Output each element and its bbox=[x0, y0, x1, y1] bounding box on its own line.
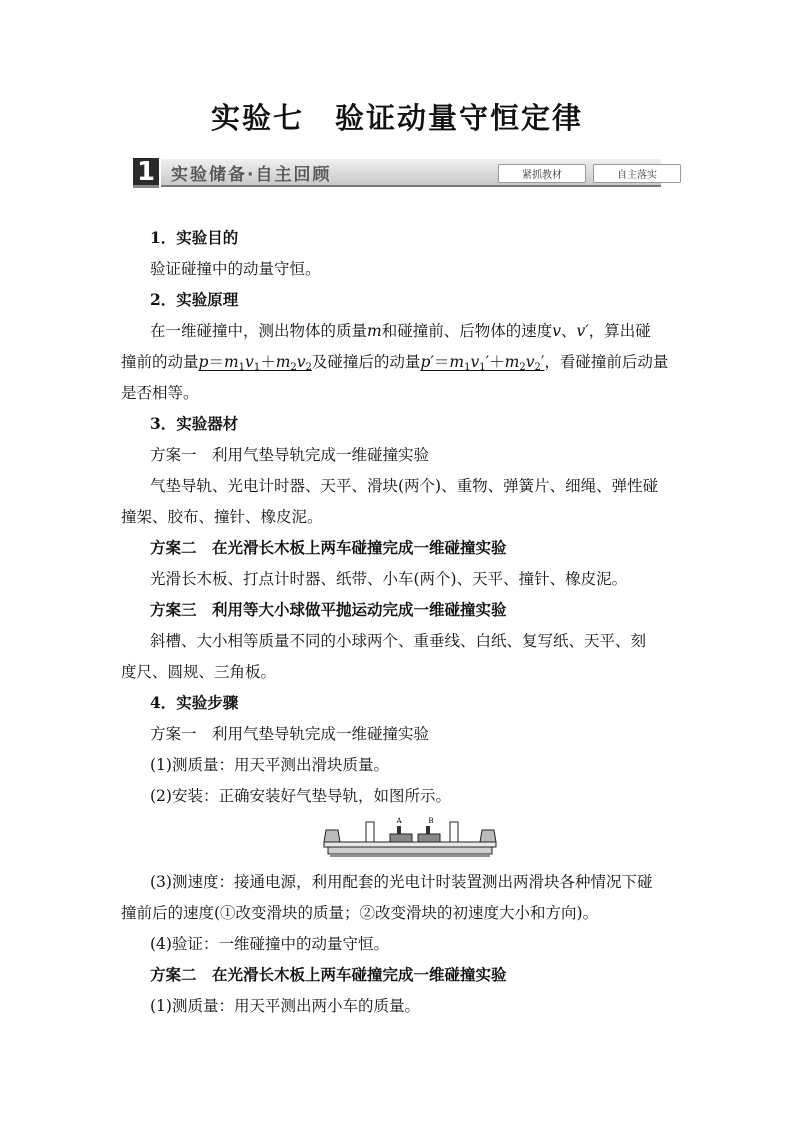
equipment-plan-a-title: 方案一 利用气垫导轨完成一维碰撞实验 bbox=[150, 446, 430, 464]
banner-number: 1 bbox=[133, 158, 159, 188]
label-a: A bbox=[396, 817, 402, 825]
steps-plan-a-title: 方案一 利用气垫导轨完成一维碰撞实验 bbox=[150, 725, 430, 743]
slider-b-flag bbox=[426, 826, 430, 834]
track-base bbox=[328, 847, 492, 854]
equipment-plan-c-line-1: 斜槽、大小相等质量不同的小球两个、重垂线、白纸、复写纸、天平、刻 bbox=[150, 632, 647, 650]
equipment-plan-b-line-1: 光滑长木板、打点计时器、纸带、小车(两个)、天平、撞针、橡皮泥。 bbox=[150, 570, 628, 588]
heading-purpose: 1．实验目的 bbox=[150, 228, 239, 247]
label-b: B bbox=[428, 817, 434, 825]
right-bumper bbox=[480, 830, 496, 842]
slider-a-flag bbox=[397, 826, 401, 834]
equipment-plan-a-line-2: 撞架、胶布、撞针、橡皮泥。 bbox=[121, 508, 323, 526]
steps-plan-b-step-1: (1)测质量：用天平测出两小车的质量。 bbox=[150, 997, 420, 1015]
equipment-plan-b-title: 方案二 在光滑长木板上两车碰撞完成一维碰撞实验 bbox=[150, 538, 507, 557]
momentum-before-formula: $p=m_1v_1+m_2v_2$ bbox=[198, 353, 312, 373]
textbook-button[interactable]: 紧抓教材 bbox=[498, 164, 586, 183]
self-practice-button[interactable]: 自主落实 bbox=[593, 164, 681, 183]
banner-bar bbox=[161, 159, 661, 187]
heading-principle: 2．实验原理 bbox=[150, 290, 239, 309]
equipment-plan-c-line-2: 度尺、圆规、三角板。 bbox=[121, 663, 277, 681]
step-1: (1)测质量：用天平测出滑块质量。 bbox=[150, 756, 389, 774]
section-banner bbox=[133, 157, 661, 189]
momentum-after-formula: $p'=m_1v_1'+m_2v_2'$ bbox=[420, 353, 545, 373]
air-track-figure bbox=[320, 814, 500, 860]
step-3-line-1: (3)测速度：接通电源，利用配套的光电计时装置测出两滑块各种情况下碰 bbox=[150, 873, 653, 891]
principle-line-1: 在一维碰撞中，测出物体的质量m和碰撞前、后物体的速度v、v′，算出碰 bbox=[150, 322, 651, 340]
track-top bbox=[324, 842, 496, 847]
steps-plan-b-title: 方案二 在光滑长木板上两车碰撞完成一维碰撞实验 bbox=[150, 965, 507, 984]
page-title: 实验七 验证动量守恒定律 bbox=[210, 101, 583, 135]
photogate-left bbox=[366, 822, 374, 842]
equipment-plan-a-line-1: 气垫导轨、光电计时器、天平、滑块(两个)、重物、弹簧片、细绳、弹性碰 bbox=[150, 477, 659, 495]
slider-b bbox=[418, 834, 440, 842]
purpose-text: 验证碰撞中的动量守恒。 bbox=[150, 260, 321, 278]
slider-a bbox=[390, 834, 412, 842]
step-3-line-2: 撞前后的速度(①改变滑块的质量；②改变滑块的初速度大小和方向)。 bbox=[121, 904, 599, 922]
principle-line-2: 撞前的动量$p=m_1v_1+m_2v_2$及碰撞后的动量$p'=m_1v_1'+m_2v_2'$，看碰撞前后动量 bbox=[121, 353, 669, 373]
step-2: (2)安装：正确安装好气垫导轨，如图所示。 bbox=[150, 787, 451, 805]
photogate-right bbox=[450, 822, 458, 842]
left-bumper bbox=[324, 830, 340, 842]
heading-equipment: 3．实验器材 bbox=[150, 414, 239, 433]
heading-steps: 4．实验步骤 bbox=[150, 693, 239, 712]
banner-text: 实验储备·自主回顾 bbox=[171, 164, 332, 185]
step-4: (4)验证：一维碰撞中的动量守恒。 bbox=[150, 935, 389, 953]
equipment-plan-c-title: 方案三 利用等大小球做平抛运动完成一维碰撞实验 bbox=[150, 600, 507, 619]
principle-line-3: 是否相等。 bbox=[121, 384, 199, 402]
